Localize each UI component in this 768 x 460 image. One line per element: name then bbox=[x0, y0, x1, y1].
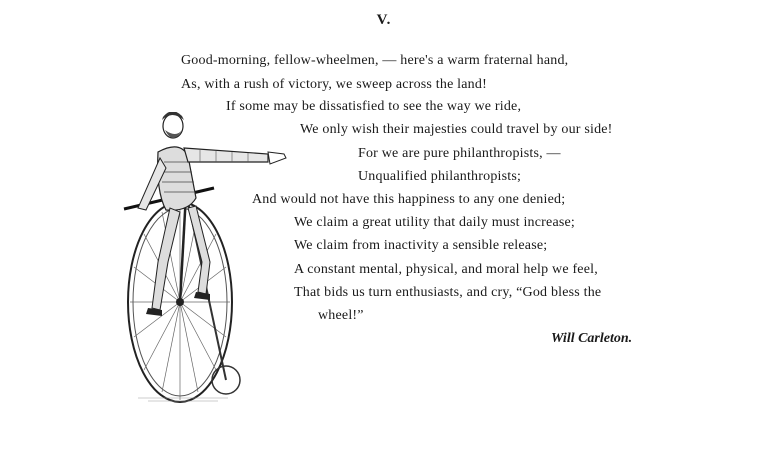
poem-line: As, with a rush of victory, we sweep across the land! bbox=[181, 77, 487, 92]
poem-line: Unqualified philanthropists; bbox=[358, 169, 522, 184]
poem-line: We claim from inactivity a sensible release; bbox=[294, 238, 548, 253]
poem-line: wheel!” bbox=[318, 308, 364, 323]
poem-line: We only wish their majesties could travel by our side! bbox=[300, 122, 613, 137]
poem-line: We claim a great utility that daily must increase; bbox=[294, 215, 576, 230]
poem-line: And would not have this happiness to any one denied; bbox=[252, 192, 566, 207]
poem-line: A constant mental, physical, and moral help we feel, bbox=[294, 262, 598, 277]
poem-line: That bids us turn enthusiasts, and cry, “God bless the bbox=[294, 285, 602, 300]
section-heading: V. bbox=[376, 12, 392, 28]
poem-signature: Will Carleton. bbox=[551, 331, 633, 346]
poem-line: If some may be dissatisfied to see the way we ride, bbox=[226, 99, 522, 114]
poem-line: For we are pure philanthropists, — bbox=[358, 146, 561, 161]
poem-line: Good-morning, fellow-wheelmen, — here's a warm fraternal hand, bbox=[181, 53, 569, 68]
high-wheel-cyclist-illustration bbox=[118, 112, 290, 404]
